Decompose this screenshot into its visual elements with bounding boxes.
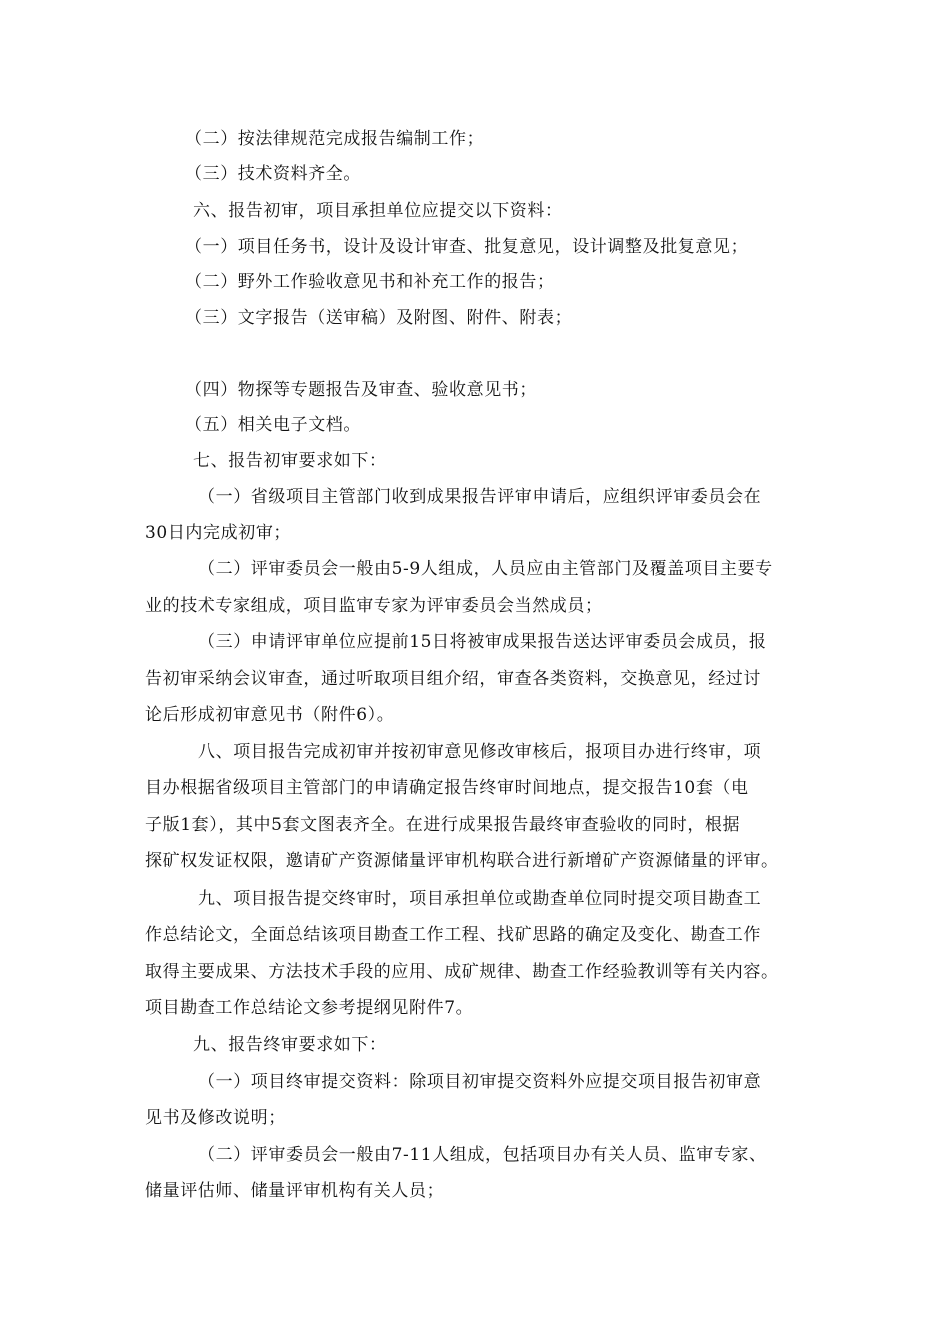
section-6-item-1: （一）项目任务书，设计及设计审查、批复意见，设计调整及批复意见； xyxy=(185,237,749,257)
section-9-line-1: 九、项目报告提交终审时，项目承担单位或勘查单位同时提交项目勘查工 xyxy=(198,889,762,909)
section-6-item-3: （三）文字报告（送审稿）及附图、附件、附表； xyxy=(185,308,573,328)
section-7-item-1-line-1: （一）省级项目主管部门收到成果报告评审申请后，应组织评审委员会在 xyxy=(198,487,762,507)
section-6-heading: 六、报告初审，项目承担单位应提交以下资料： xyxy=(193,201,563,221)
section-7-item-3-line-2: 告初审采纳会议审查，通过听取项目组介绍，审查各类资料，交换意见，经过讨 xyxy=(145,669,761,689)
section-7-item-2-line-1: （二）评审委员会一般由5-9人组成，人员应由主管部门及覆盖项目主要专 xyxy=(198,559,773,579)
section-8-line-1: 八、项目报告完成初审并按初审意见修改审核后，报项目办进行终审，项 xyxy=(198,742,762,762)
section-7-item-2-line-2: 业的技术专家组成，项目监审专家为评审委员会当然成员； xyxy=(145,596,603,616)
section-6-item-5: （五）相关电子文档。 xyxy=(185,415,361,435)
item-3-materials-complete: （三）技术资料齐全。 xyxy=(185,164,361,184)
section-9b-item-2-line-1: （二）评审委员会一般由7-11人组成，包括项目办有关人员、监审专家、 xyxy=(198,1145,767,1165)
section-9b-item-1-line-2: 见书及修改说明； xyxy=(145,1108,286,1128)
section-6-item-4: （四）物探等专题报告及审查、验收意见书； xyxy=(185,380,537,400)
section-9b-heading: 九、报告终审要求如下： xyxy=(193,1035,387,1055)
section-9b-item-1-line-1: （一）项目终审提交资料：除项目初审提交资料外应提交项目报告初审意 xyxy=(198,1072,762,1092)
section-9b-item-2-line-2: 储量评估师、储量评审机构有关人员； xyxy=(145,1181,445,1201)
item-2-compile-report: （二）按法律规范完成报告编制工作； xyxy=(185,129,485,149)
section-9-line-2: 作总结论文，全面总结该项目勘查工作工程、找矿思路的确定及变化、勘查工作 xyxy=(145,925,761,945)
section-6-item-2: （二）野外工作验收意见书和补充工作的报告； xyxy=(185,272,555,292)
section-7-heading: 七、报告初审要求如下： xyxy=(193,451,387,471)
section-9-line-3: 取得主要成果、方法技术手段的应用、成矿规律、勘查工作经验教训等有关内容。 xyxy=(145,962,779,982)
section-7-item-1-line-2: 30日内完成初审； xyxy=(145,523,292,543)
section-9-line-4: 项目勘查工作总结论文参考提纲见附件7。 xyxy=(145,998,474,1018)
section-7-item-3-line-1: （三）申请评审单位应提前15日将被审成果报告送达评审委员会成员，报 xyxy=(198,632,767,652)
section-8-line-3: 子版1套），其中5套文图表齐全。在进行成果报告最终审查验收的同时，根据 xyxy=(145,815,741,835)
section-8-line-2: 目办根据省级项目主管部门的申请确定报告终审时间地点，提交报告10套（电 xyxy=(145,778,749,798)
section-7-item-3-line-3: 论后形成初审意见书（附件6）。 xyxy=(145,705,395,725)
section-8-line-4: 探矿权发证权限，邀请矿产资源储量评审机构联合进行新增矿产资源储量的评审。 xyxy=(145,851,779,871)
